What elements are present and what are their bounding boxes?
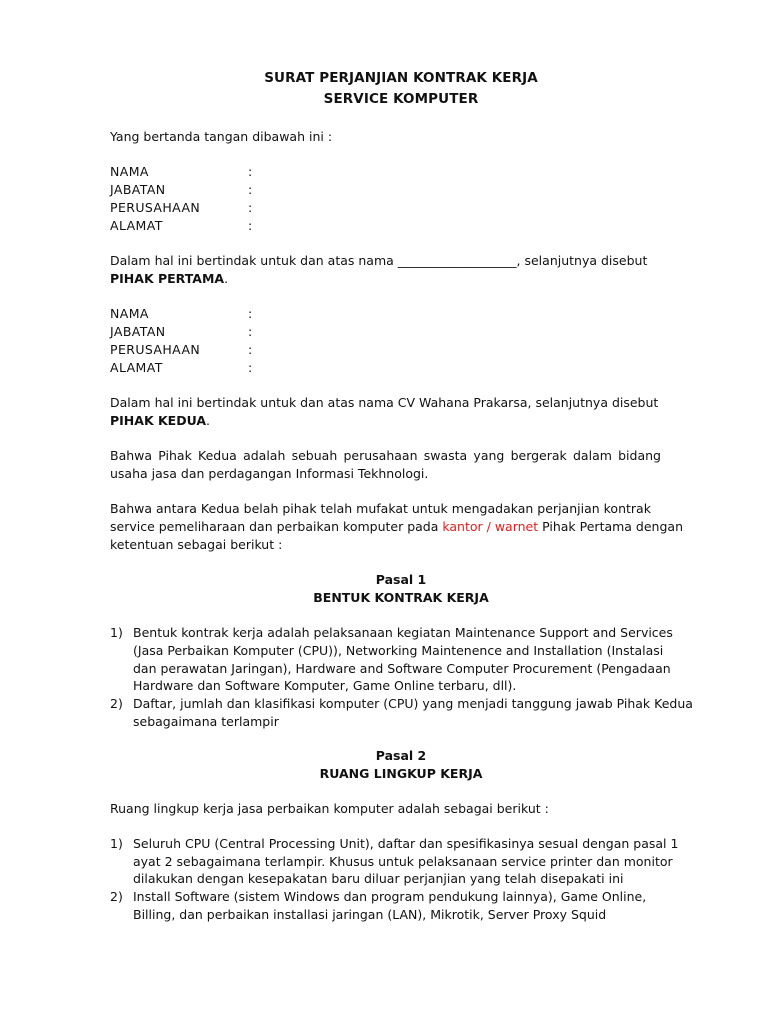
party1-colon-nama: : bbox=[248, 164, 253, 179]
agreement-line2-pre: service pemeliharaan dan perbaikan komputer pada bbox=[110, 519, 443, 534]
party1-field-nama: NAMA bbox=[110, 164, 149, 179]
company-line1-word: Kedua bbox=[198, 448, 237, 463]
pasal2-item2-line2: Billing, dan perbaikan installasi jaringan (LAN), Mikrotik, Server Proxy Squid bbox=[133, 907, 607, 922]
pasal2-item1-line1: Seluruh CPU (Central Processing Unit), daftar dan spesifikasinya sesuaI dengan pasal 1 bbox=[133, 836, 679, 851]
pasal1-number: Pasal 1 bbox=[375, 572, 427, 587]
pasal1-item1-line1: Bentuk kontrak kerja adalah pelaksanaan kegiatan Maintenance Support and Services bbox=[133, 625, 673, 640]
document-title-line1: SURAT PERJANJIAN KONTRAK KERJA bbox=[264, 70, 538, 86]
company-line1-word: adalah bbox=[243, 448, 286, 463]
pasal1-item2-number: 2) bbox=[110, 696, 123, 711]
company-line1-word: bidang bbox=[618, 448, 661, 463]
party1-colon-jabatan: : bbox=[248, 182, 253, 197]
party1-statement-pre: Dalam hal ini bertindak untuk dan atas nama bbox=[110, 253, 398, 268]
party2-colon-alamat: : bbox=[248, 360, 253, 375]
party1-field-perusahaan: PERUSAHAAN bbox=[110, 200, 201, 215]
pihak-kedua-label: PIHAK KEDUA bbox=[110, 413, 207, 428]
pasal2-item1-line3: dilakukan dengan kesepakatan baru diluar perjanjian yang telah disepakati ini bbox=[133, 871, 624, 886]
pasal1-item1-line4: Hardware dan Software Komputer, Game Online terbaru, dll). bbox=[133, 678, 517, 693]
company-line1-word: Bahwa bbox=[110, 448, 153, 463]
pasal1-item2-line1: Daftar, jumlah dan klasifikasi komputer (CPU) yang menjadi tanggung jawab Pihak Kedua bbox=[133, 696, 693, 711]
agreement-paragraph-line2 bbox=[110, 518, 692, 536]
kantor-warnet-highlight: kantor / warnet bbox=[442, 519, 539, 534]
agreement-paragraph-line3: ketentuan sebagai berikut : bbox=[110, 537, 283, 552]
pasal1-item1-number: 1) bbox=[110, 625, 123, 640]
company-line1-word: bergerak bbox=[510, 448, 567, 463]
party2-field-alamat: ALAMAT bbox=[110, 360, 163, 375]
pasal2-intro: Ruang lingkup kerja jasa perbaikan komputer adalah sebagai berikut : bbox=[110, 801, 549, 816]
party1-colon-perusahaan: : bbox=[248, 200, 253, 215]
party2-colon-perusahaan: : bbox=[248, 342, 253, 357]
party2-label-end: . bbox=[206, 413, 211, 428]
party1-designation bbox=[110, 270, 692, 288]
party1-label-end: . bbox=[224, 271, 229, 286]
document-title-line2: SERVICE KOMPUTER bbox=[323, 91, 479, 107]
company-paragraph-line2: usaha jasa dan perdagangan Informasi Tekhnologi. bbox=[110, 466, 429, 481]
party1-statement-post: , selanjutnya disebut bbox=[516, 253, 648, 268]
party2-designation bbox=[110, 412, 692, 430]
company-line1-word: swasta bbox=[423, 448, 468, 463]
pasal2-item1-line2: ayat 2 sebagaimana terlampir. Khusus untuk pelaksanaan service printer dan monitor bbox=[133, 854, 673, 869]
agreement-paragraph-line1: Bahwa antara Kedua belah pihak telah mufakat untuk mengadakan perjanjian kontrak bbox=[110, 501, 651, 516]
intro-text: Yang bertanda tangan dibawah ini : bbox=[110, 129, 333, 144]
party1-colon-alamat: : bbox=[248, 218, 253, 233]
pasal1-title: BENTUK KONTRAK KERJA bbox=[313, 590, 489, 605]
party1-name-blank: ___________________ bbox=[397, 253, 517, 268]
company-line1-word: sebuah bbox=[291, 448, 338, 463]
company-line1-word: perusahaan bbox=[343, 448, 418, 463]
company-line1-word: Pihak bbox=[158, 448, 192, 463]
party2-statement: Dalam hal ini bertindak untuk dan atas nama CV Wahana Prakarsa, selanjutnya disebut bbox=[110, 395, 659, 410]
company-line1-word: yang bbox=[473, 448, 505, 463]
pasal2-item1-number: 1) bbox=[110, 836, 123, 851]
company-paragraph-line1 bbox=[110, 447, 661, 465]
party1-statement bbox=[110, 252, 692, 270]
party1-field-jabatan: JABATAN bbox=[110, 182, 166, 197]
party2-colon-nama: : bbox=[248, 306, 253, 321]
party2-colon-jabatan: : bbox=[248, 324, 253, 339]
party2-field-nama: NAMA bbox=[110, 306, 149, 321]
pihak-pertama-label: PIHAK PERTAMA bbox=[110, 271, 225, 286]
pasal2-item2-line1: Install Software (sistem Windows dan program pendukung lainnya), Game Online, bbox=[133, 889, 647, 904]
party2-field-jabatan: JABATAN bbox=[110, 324, 166, 339]
pasal1-item1-line3: dan perawatan Jaringan), Hardware and Software Computer Procurement (Pengadaan bbox=[133, 661, 671, 676]
party1-field-alamat: ALAMAT bbox=[110, 218, 163, 233]
pasal2-item2-number: 2) bbox=[110, 889, 123, 904]
pasal2-title: RUANG LINGKUP KERJA bbox=[319, 766, 483, 781]
company-line1-word: dalam bbox=[573, 448, 612, 463]
pasal1-item1-line2: (Jasa Perbaikan Komputer (CPU)), Networking Maintenence and Installation (Instalasi bbox=[133, 643, 664, 658]
pasal1-item2-line2: sebagaimana terlampir bbox=[133, 714, 279, 729]
party2-field-perusahaan: PERUSAHAAN bbox=[110, 342, 201, 357]
agreement-line2-post: Pihak Pertama dengan bbox=[538, 519, 684, 534]
pasal2-number: Pasal 2 bbox=[375, 748, 427, 763]
